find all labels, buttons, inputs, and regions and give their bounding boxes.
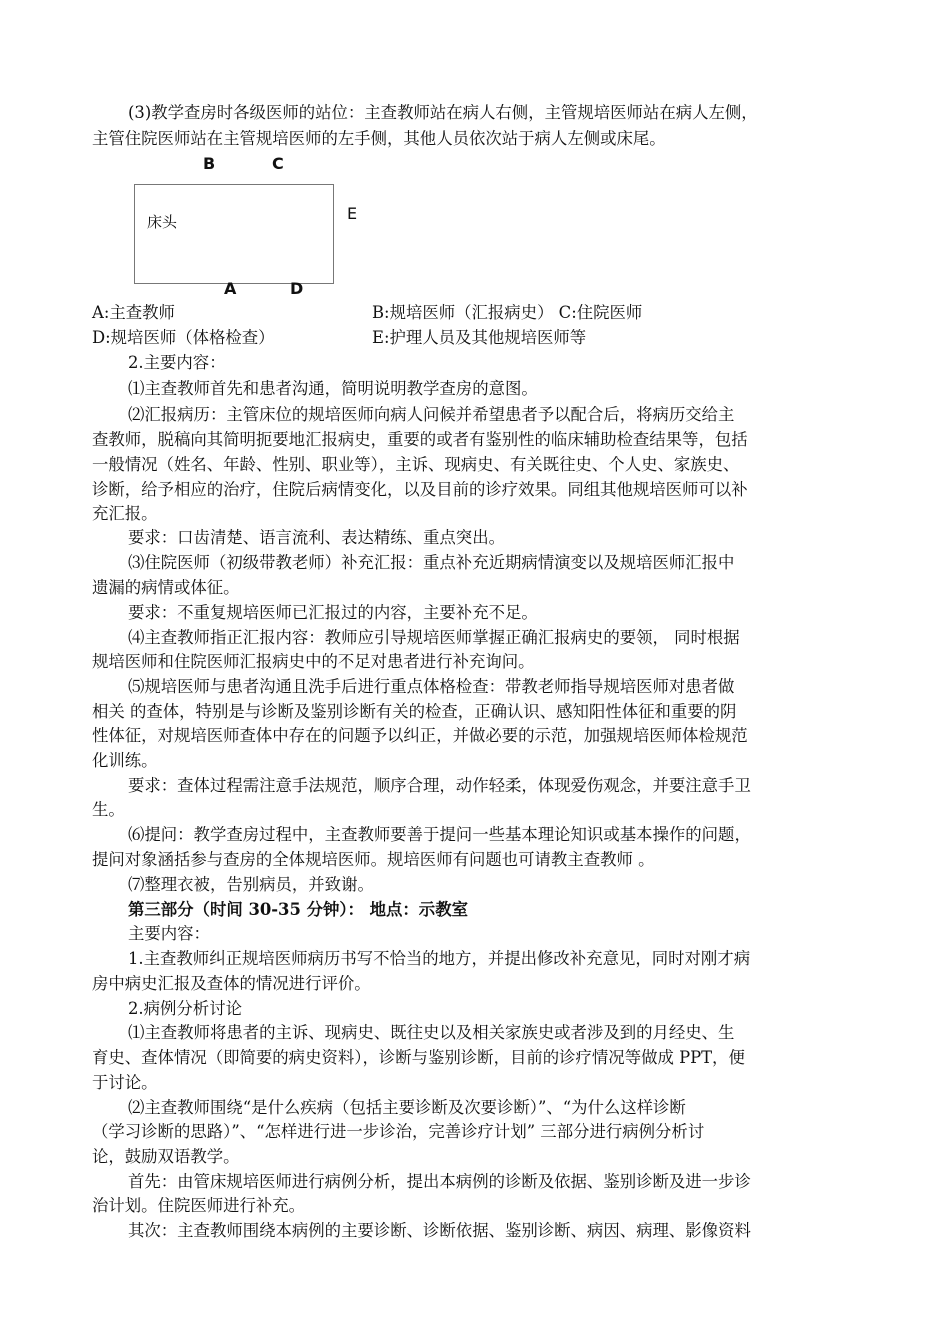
legend-d: D:规培医师（体格检查） <box>92 328 275 347</box>
diagram-label-a: A <box>224 279 237 298</box>
text-line: 1.主查教师纠正规培医师病历书写不恰当的地方，并提出修改补充意见，同时对刚才病 <box>128 949 751 968</box>
text-line: 提问对象涵括参与查房的全体规培医师。规培医师有问题也可请教主查教师 。 <box>92 850 655 869</box>
text-line: 主要内容： <box>128 924 210 943</box>
text-line: ⑶住院医师（初级带教老师）补充汇报：重点补充近期病情演变以及规培医师汇报中 <box>128 553 735 572</box>
text-line: （学习诊断的思路）”、“怎样进行进一步诊治，完善诊疗计划” 三部分进行病例分析讨 <box>92 1122 705 1141</box>
text-line: 要求：口齿清楚、语言流利、表达精练、重点突出。 <box>128 528 505 547</box>
bed-rectangle <box>134 184 334 284</box>
text-line: ⑴主查教师首先和患者沟通，简明说明教学查房的意图。 <box>128 379 538 398</box>
text-line: 2.病例分析讨论 <box>128 999 242 1018</box>
text-line: ⑵汇报病历：主管床位的规培医师向病人问候并希望患者予以配合后，将病历交给主 <box>128 405 735 424</box>
legend-e: E:护理人员及其他规培医师等 <box>372 328 587 347</box>
text-line: 规培医师和住院医师汇报病史中的不足对患者进行补充询问。 <box>92 652 535 671</box>
text-line: 于讨论。 <box>92 1073 158 1092</box>
text-line: 化训练。 <box>92 751 158 770</box>
text-line: 相关 的查体，特别是与诊断及鉴别诊断有关的检查，正确认识、感知阳性体征和重要的阴 <box>92 702 737 721</box>
text-line: 2.主要内容： <box>128 353 226 372</box>
section-heading: 第三部分（时间 30-35 分钟）： 地点：示教室 <box>128 900 468 919</box>
diagram-label-d: D <box>290 279 304 298</box>
legend-a: A:主查教师 <box>92 303 175 322</box>
bed-head-label: 床头 <box>147 213 178 231</box>
text-line: 房中病史汇报及查体的情况进行评价。 <box>92 974 371 993</box>
text-line: ⑵主查教师围绕“是什么疾病（包括主要诊断及次要诊断）”、“为什么这样诊断 <box>128 1098 686 1117</box>
text-line: 治计划。住院医师进行补充。 <box>92 1196 306 1215</box>
text-line: 充汇报。 <box>92 504 158 523</box>
text-line: 性体征，对规培医师查体中存在的问题予以纠正，并做必要的示范，加强规培医师体检规范 <box>92 726 748 745</box>
text-line: 诊断，给予相应的治疗，住院后病情变化，以及目前的诊疗效果。同组其他规培医师可以补 <box>92 480 748 499</box>
text-line: 遗漏的病情或体征。 <box>92 578 240 597</box>
legend-b-c: B:规培医师（汇报病史） C:住院医师 <box>372 303 643 322</box>
paragraph-standing-position: (3)教学查房时各级医师的站位：主查教师站在病人右侧，主管规培医师站在病人左侧， <box>128 103 758 122</box>
text-line: ⑸规培医师与患者沟通且洗手后进行重点体格检查：带教老师指导规培医师对患者做 <box>128 677 735 696</box>
text-line: 首先：由管床规培医师进行病例分析，提出本病例的诊断及依据、鉴别诊断及进一步诊 <box>128 1172 751 1191</box>
text-line: 育史、查体情况（即简要的病史资料），诊断与鉴别诊断，目前的诊疗情况等做成 PPT，便 <box>92 1048 745 1067</box>
diagram-label-e: E <box>347 204 358 223</box>
paragraph-standing-position-cont: 主管住院医师站在主管规培医师的左手侧，其他人员依次站于病人左侧或床尾。 <box>92 129 666 148</box>
text-line: 论，鼓励双语教学。 <box>92 1147 240 1166</box>
text-line: 生。 <box>92 800 125 819</box>
text-line: ⑴主查教师将患者的主诉、现病史、既往史以及相关家族史或者涉及到的月经史、生 <box>128 1023 735 1042</box>
diagram-label-b: B <box>203 154 216 173</box>
text-line: ⑹提问：教学查房过程中，主查教师要善于提问一些基本理论知识或基本操作的问题， <box>128 825 751 844</box>
diagram-label-c: C <box>272 154 284 173</box>
text-line: 其次：主查教师围绕本病例的主要诊断、诊断依据、鉴别诊断、病因、病理、影像资料 <box>128 1221 751 1240</box>
text-line: ⑷主查教师指正汇报内容：教师应引导规培医师掌握正确汇报病史的要领， 同时根据 <box>128 628 740 647</box>
text-line: 一般情况（姓名、年龄、性别、职业等），主诉、现病史、有关既往史、个人史、家族史、 <box>92 455 740 474</box>
text-line: 要求：不重复规培医师已汇报过的内容，主要补充不足。 <box>128 603 538 622</box>
text-line: 查教师，脱稿向其简明扼要地汇报病史，重要的或者有鉴别性的临床辅助检查结果等，包括 <box>92 430 748 449</box>
text-line: 要求：查体过程需注意手法规范，顺序合理，动作轻柔，体现爱伤观念，并要注意手卫 <box>128 776 751 795</box>
text-line: ⑺整理衣被，告别病员，并致谢。 <box>128 875 374 894</box>
